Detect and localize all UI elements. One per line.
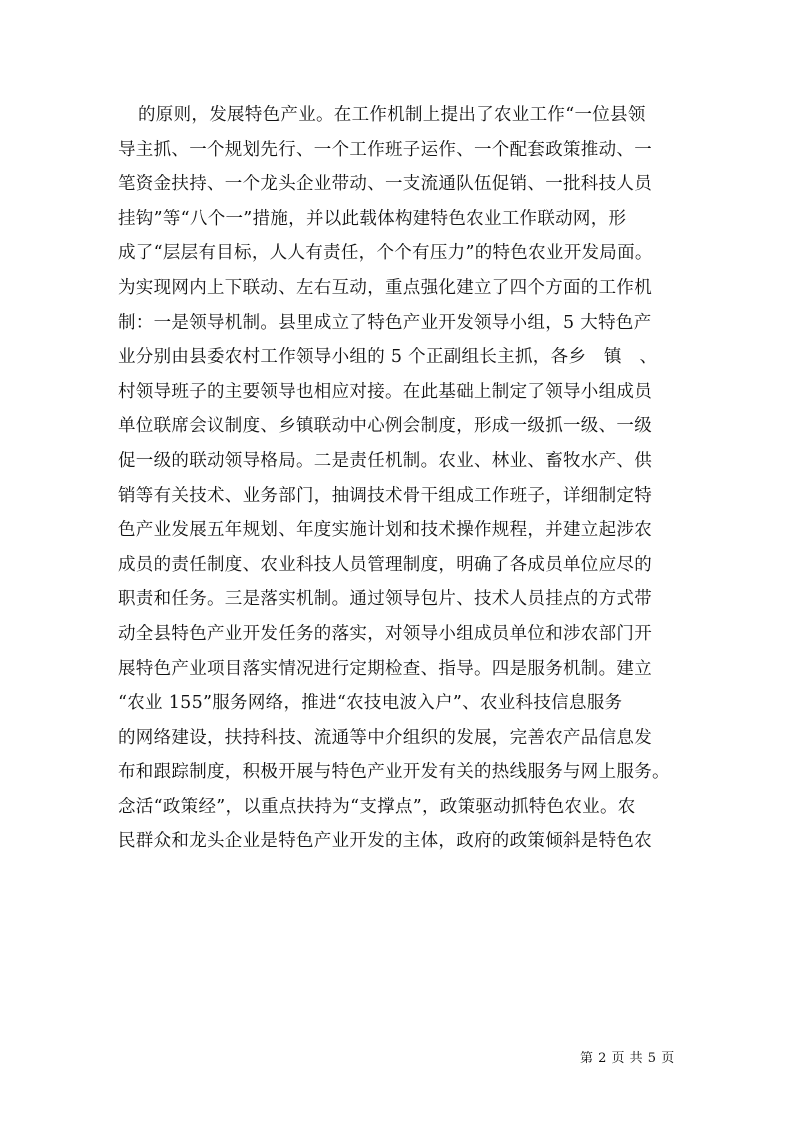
text-line: 动全县特色产业开发任务的落实，对领导小组成员单位和涉农部门开 [118, 623, 652, 644]
text-line: 的原则，发展特色产业。在工作机制上提出了农业工作“一位县领 [138, 105, 646, 125]
body-text [118, 98, 698, 859]
text-line: 念活“政策经”，以重点扶持为“支撑点”，政策驱动抓特色农业。农 [118, 796, 636, 817]
text-line: 笔资金扶持、一个龙头企业带动、一支流通队伍促销、一批科技人员 [118, 174, 652, 195]
text-line: 展特色产业项目落实情况进行定期检查、指导。四是服务机制。建立 [118, 658, 652, 679]
text-line: 挂钩”等“八个一”措施，并以此载体构建特色农业工作联动网，形 [118, 208, 627, 229]
text-line: 村领导班子的主要领导也相应对接。在此基础上制定了领导小组成员 [118, 381, 652, 402]
text-line: 的网络建设，扶持科技、流通等中介组织的发展，完善农产品信息发 [118, 727, 652, 748]
text-line: 布和跟踪制度，积极开展与特色产业开发有关的热线服务与网上服务。 [118, 762, 670, 783]
text-line: 单位联席会议制度、乡镇联动中心例会制度，形成一级抓一级、一级 [118, 416, 652, 437]
page-number: 第 2 页 共 5 页 [580, 1051, 675, 1066]
text-line: 制：一是领导机制。县里成立了特色产业开发领导小组，5 大特色产 [118, 312, 652, 333]
text-line: 民群众和龙头企业是特色产业开发的主体，政府的政策倾斜是特色农 [118, 831, 652, 852]
text-line: 为实现网内上下联动、左右互动，重点强化建立了四个方面的工作机 [118, 277, 652, 298]
text-line: 成员的责任制度、农业科技人员管理制度，明确了各成员单位应尽的 [118, 554, 652, 575]
text-line: 促一级的联动领导格局。二是责任机制。农业、林业、畜牧水产、供 [118, 450, 652, 471]
text-line: 职责和任务。三是落实机制。通过领导包片、技术人员挂点的方式带 [118, 589, 652, 610]
text-line: 成了“层层有目标，人人有责任，个个有压力”的特色农业开发局面。 [118, 243, 653, 264]
text-line: 色产业发展五年规划、年度实施计划和技术操作规程，并建立起涉农 [118, 520, 652, 541]
text-line: 销等有关技术、业务部门，抽调技术骨干组成工作班子，详细制定特 [118, 485, 652, 506]
text-line: 导主抓、一个规划先行、一个工作班子运作、一个配套政策推动、一 [118, 139, 652, 160]
text-line: 业分别由县委农村工作领导小组的 5 个正副组长主抓，各乡 镇 、 [118, 347, 658, 368]
text-line: “农业 155”服务网络，推进“农技电波入户”、农业科技信息服务 [118, 693, 623, 714]
